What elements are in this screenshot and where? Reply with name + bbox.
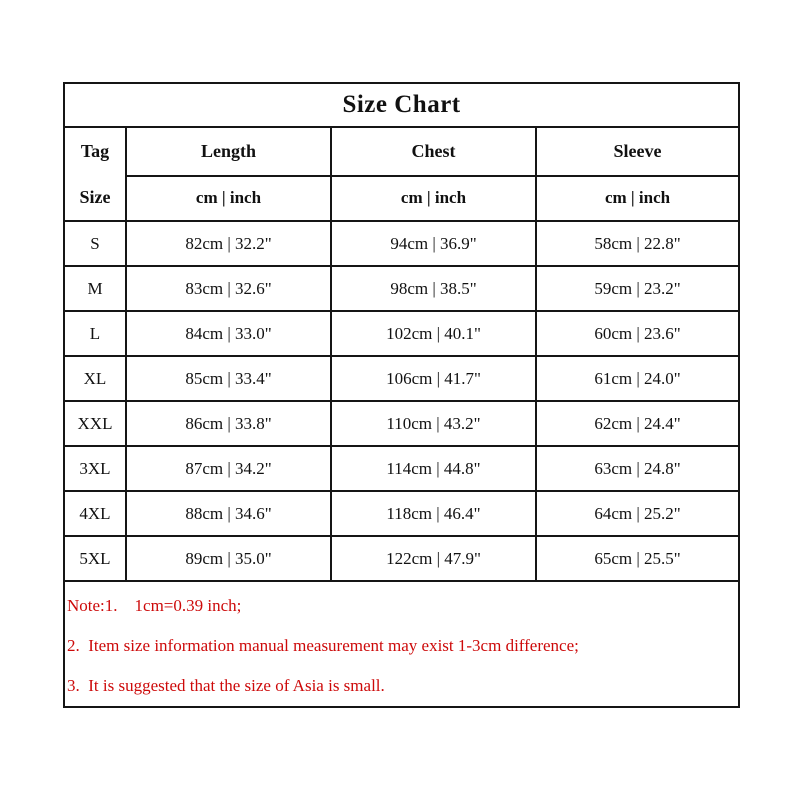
size-label: L: [64, 311, 126, 356]
size-label: 3XL: [64, 446, 126, 491]
table-row-l: [64, 311, 739, 356]
size-label: 5XL: [64, 536, 126, 581]
table-row-xl: [64, 356, 739, 401]
sleeve-value: 60cm | 23.6": [536, 311, 739, 356]
chest-value: 106cm | 41.7": [331, 356, 536, 401]
notes-row: [64, 581, 739, 707]
sleeve-value: 58cm | 22.8": [536, 221, 739, 266]
column-header-row: [64, 127, 739, 176]
length-value: 84cm | 33.0": [126, 311, 331, 356]
column-header-chest: Chest: [331, 127, 536, 176]
tag-size-header: [64, 127, 126, 221]
size-label: 4XL: [64, 491, 126, 536]
sleeve-value: 59cm | 23.2": [536, 266, 739, 311]
sleeve-value: 61cm | 24.0": [536, 356, 739, 401]
page-title: Size Chart: [64, 83, 739, 127]
unit-header-chest: cm | inch: [331, 176, 536, 221]
chest-value: 98cm | 38.5": [331, 266, 536, 311]
chest-value: 118cm | 46.4": [331, 491, 536, 536]
size-label: XL: [64, 356, 126, 401]
column-header-sleeve: Sleeve: [536, 127, 739, 176]
tag-header-line2: Size: [79, 186, 111, 207]
note-line-1: Note:1. 1cm=0.39 inch;: [67, 596, 242, 615]
chest-value: 110cm | 43.2": [331, 401, 536, 446]
note-line-2: 2. Item size information manual measurement may exist 1-3cm difference;: [67, 636, 579, 655]
sleeve-value: 63cm | 24.8": [536, 446, 739, 491]
length-value: 89cm | 35.0": [126, 536, 331, 581]
size-label: XXL: [64, 401, 126, 446]
table-row-s: [64, 221, 739, 266]
chest-value: 94cm | 36.9": [331, 221, 536, 266]
unit-header-row: [64, 176, 739, 221]
chest-value: 102cm | 40.1": [331, 311, 536, 356]
sleeve-value: 65cm | 25.5": [536, 536, 739, 581]
unit-header-length: cm | inch: [126, 176, 331, 221]
tag-header-line1: Tag: [80, 140, 110, 161]
length-value: 85cm | 33.4": [126, 356, 331, 401]
size-label: S: [64, 221, 126, 266]
note-line-3: 3. It is suggested that the size of Asia is small.: [67, 676, 385, 695]
length-value: 88cm | 34.6": [126, 491, 331, 536]
table-row-m: [64, 266, 739, 311]
length-value: 86cm | 33.8": [126, 401, 331, 446]
unit-header-sleeve: cm | inch: [536, 176, 739, 221]
table-row-xxl: [64, 401, 739, 446]
title-row: [64, 83, 739, 127]
table-row-4xl: [64, 491, 739, 536]
chest-value: 122cm | 47.9": [331, 536, 536, 581]
chest-value: 114cm | 44.8": [331, 446, 536, 491]
sleeve-value: 62cm | 24.4": [536, 401, 739, 446]
table-row-5xl: [64, 536, 739, 581]
length-value: 87cm | 34.2": [126, 446, 331, 491]
length-value: 82cm | 32.2": [126, 221, 331, 266]
length-value: 83cm | 32.6": [126, 266, 331, 311]
sleeve-value: 64cm | 25.2": [536, 491, 739, 536]
table-row-3xl: [64, 446, 739, 491]
notes-section: [64, 581, 739, 707]
size-chart-table: [63, 82, 740, 708]
column-header-length: Length: [126, 127, 331, 176]
size-label: M: [64, 266, 126, 311]
